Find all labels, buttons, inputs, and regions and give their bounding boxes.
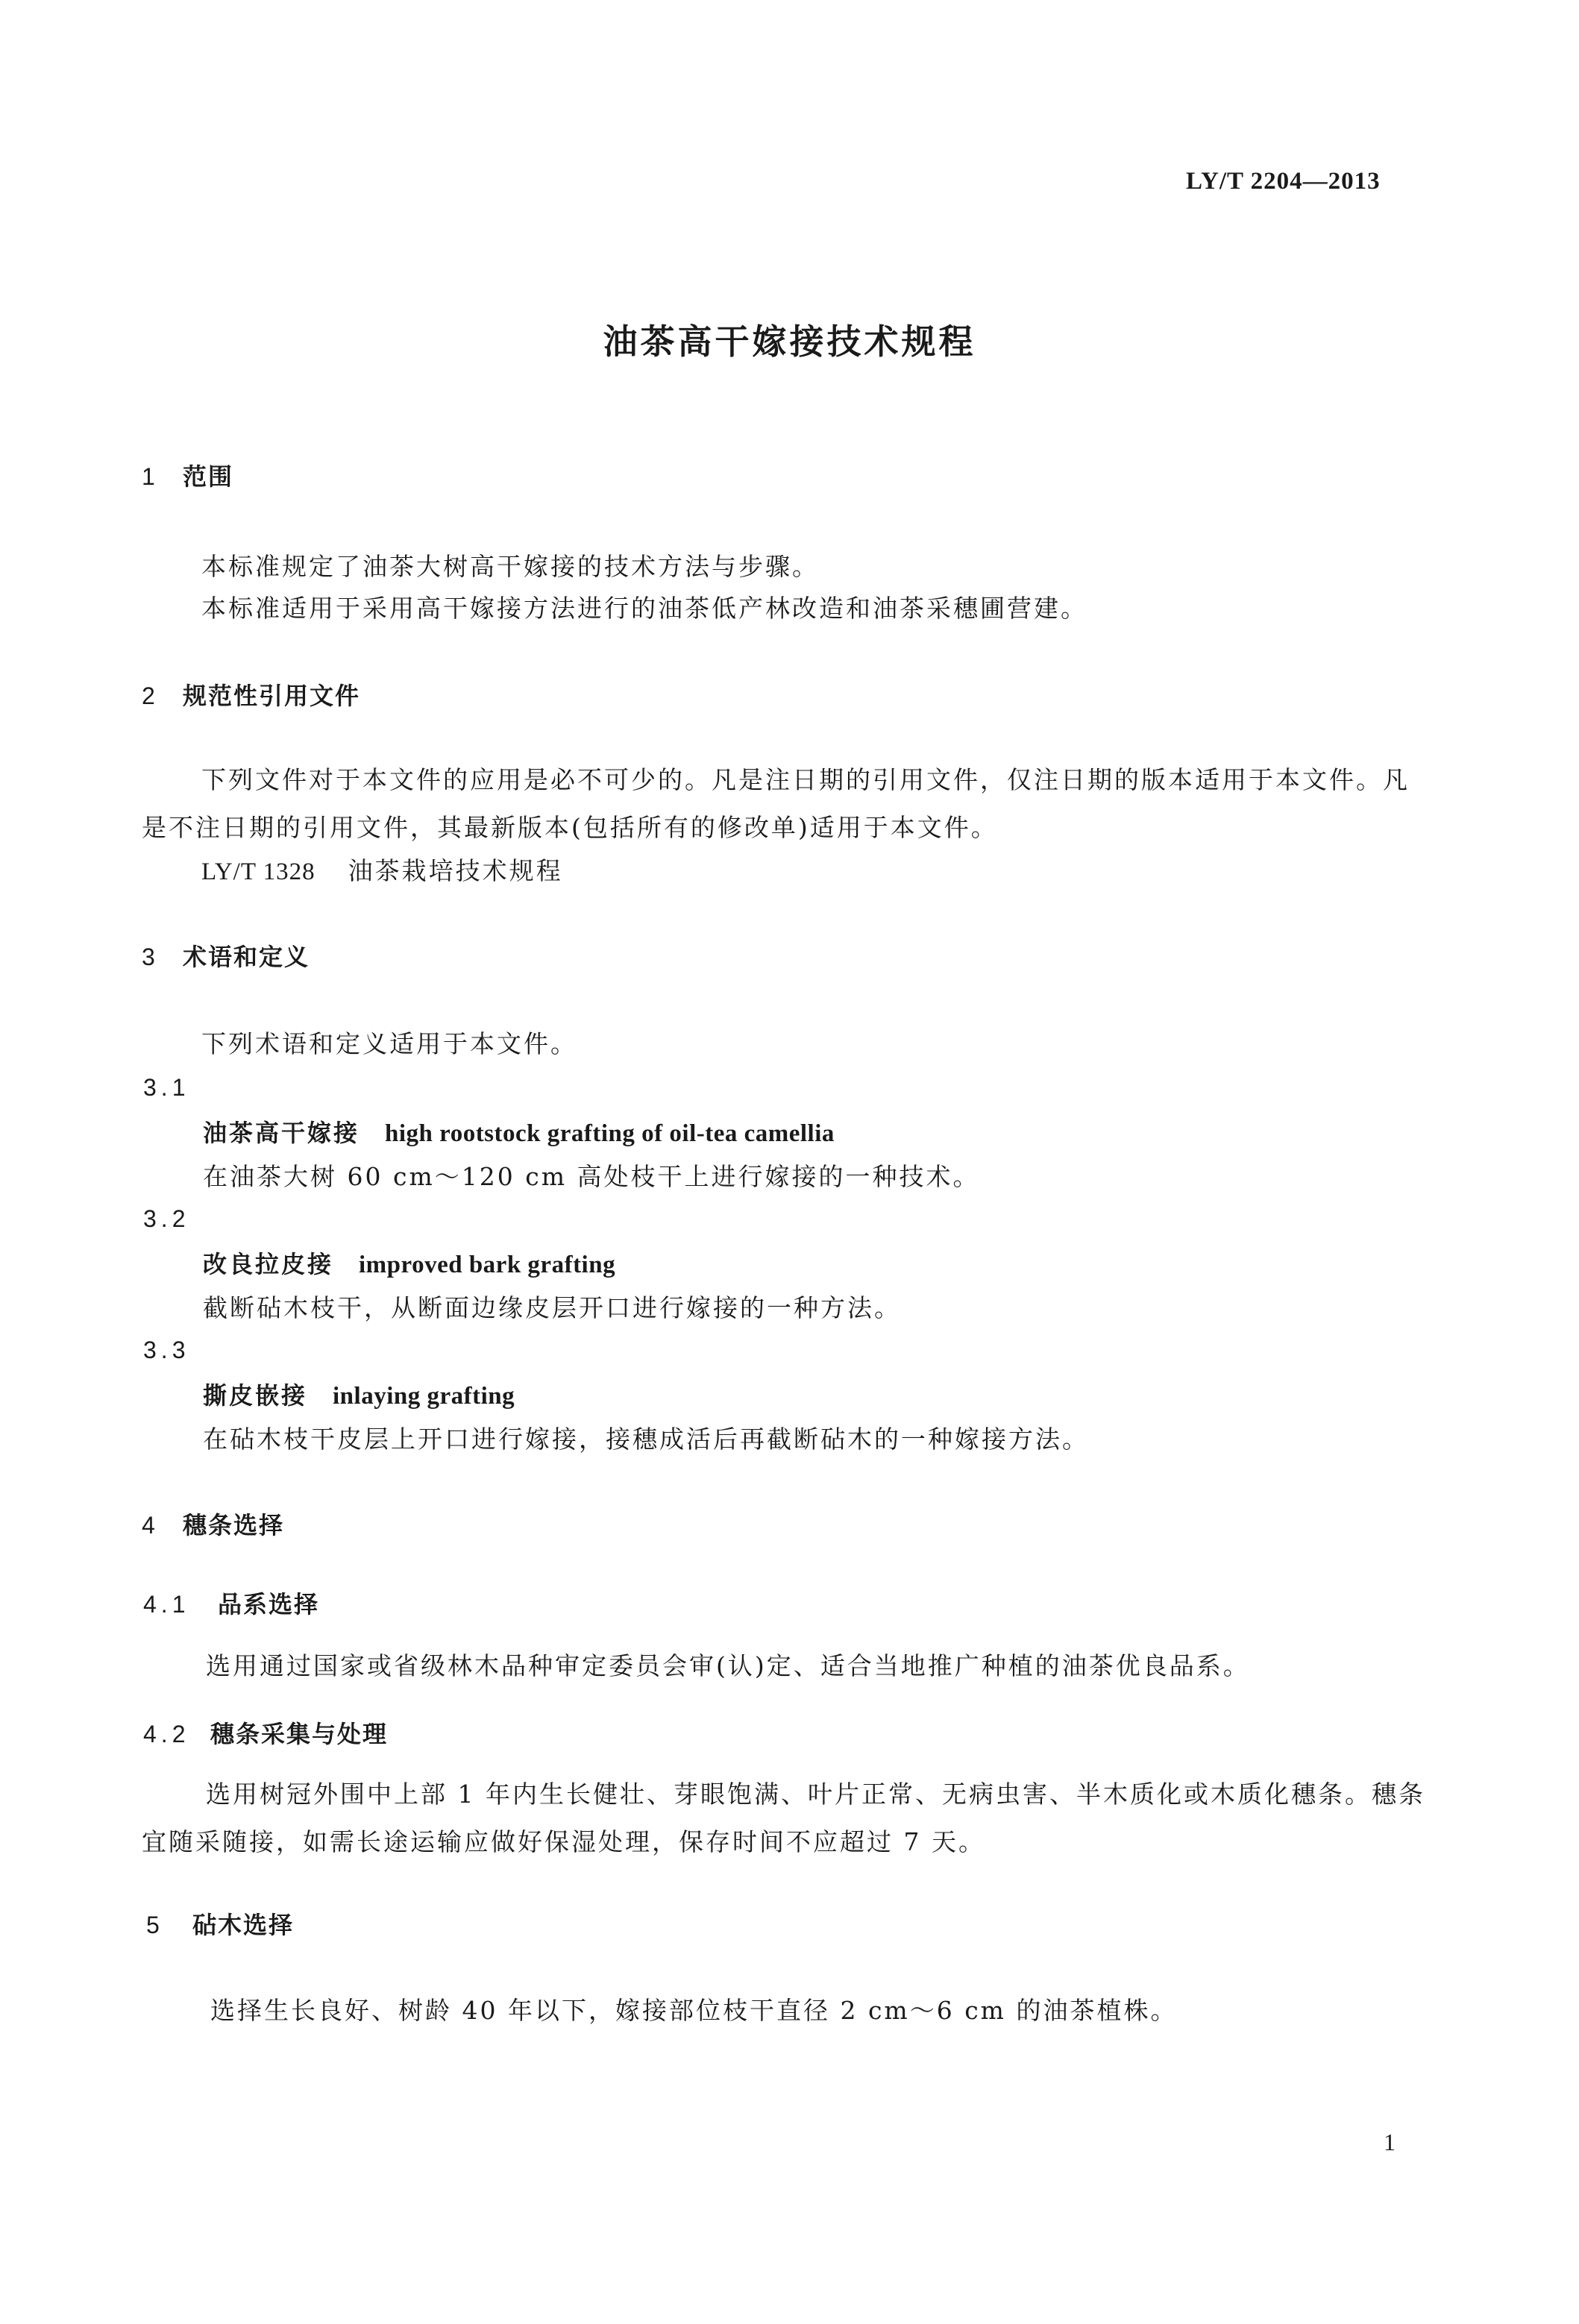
standard-code: LY/T 2204—2013 <box>1186 168 1381 195</box>
page-number: 1 <box>1384 2129 1396 2155</box>
term-number: 3.3 <box>143 1337 190 1363</box>
section-3-heading <box>142 938 310 973</box>
section-title: 规范性引用文件 <box>183 682 361 710</box>
section-number: 4 <box>142 1512 157 1539</box>
section-4-heading <box>142 1507 284 1541</box>
section-1-heading <box>142 458 233 492</box>
subsection-title: 品系选择 <box>218 1590 320 1618</box>
term-definition: 截断砧木枝干，从断面边缘皮层开口进行嫁接的一种方法。 <box>203 1293 901 1322</box>
section-number: 2 <box>142 682 157 709</box>
term-name-zh: 油茶高干嫁接 <box>203 1119 360 1147</box>
subsection-4-2-heading <box>143 1715 388 1750</box>
section-title: 穗条选择 <box>183 1511 285 1539</box>
normative-reference <box>201 852 563 887</box>
term-number: 3.1 <box>143 1074 190 1101</box>
section-5-heading <box>146 1906 294 1941</box>
term-entry <box>203 1246 615 1280</box>
section-number: 5 <box>146 1912 161 1938</box>
subsection-4-1-heading <box>143 1586 319 1620</box>
term-number: 3.2 <box>143 1205 190 1232</box>
paragraph: 选用通过国家或省级林木品种审定委员会审(认)定、适合当地推广种植的油茶优良品系。 <box>206 1651 1250 1680</box>
paragraph: 本标准规定了油茶大树高干嫁接的技术方法与步骤。 <box>201 552 819 581</box>
paragraph: 选用树冠外围中上部 1 年内生长健壮、芽眼饱满、叶片正常、无病虫害、半木质化或木质化穗条。穗条宜随采随接，如需长途运输应做好保湿处理，保存时间不应超过 7 天。 <box>142 1780 1425 1856</box>
subsection-title: 穗条采集与处理 <box>210 1720 389 1748</box>
subsection-number: 4.1 <box>143 1591 190 1618</box>
reference-title: 油茶栽培技术规程 <box>348 858 563 885</box>
term-name-zh: 改良拉皮接 <box>203 1250 334 1278</box>
paragraph: 下列文件对于本文件的应用是必不可少的。凡是注日期的引用文件，仅注日期的版本适用于本文件。凡是不注日期的引用文件，其最新版本(包括所有的修改单)适用于本文件。 <box>142 765 1410 842</box>
reference-code: LY/T 1328 <box>201 858 316 885</box>
section-2-heading <box>142 677 360 712</box>
subsection-number: 4.2 <box>143 1721 190 1747</box>
term-name-en: high rootstock grafting of oil-tea camellia <box>385 1120 835 1147</box>
section-title: 砧木选择 <box>192 1911 295 1939</box>
paragraph: 下列术语和定义适用于本文件。 <box>201 1029 577 1058</box>
term-name-zh: 撕皮嵌接 <box>203 1381 308 1410</box>
term-definition: 在砧木枝干皮层上开口进行嫁接，接穗成活后再截断砧木的一种嫁接方法。 <box>203 1425 1089 1454</box>
paragraph: 选择生长良好、树龄 40 年以下，嫁接部位枝干直径 2 cm～6 cm 的油茶植株。 <box>210 1996 1178 2025</box>
term-name-en: improved bark grafting <box>359 1251 616 1278</box>
section-title: 范围 <box>183 462 234 491</box>
term-definition: 在油茶大树 60 cm～120 cm 高处枝干上进行嫁接的一种技术。 <box>203 1162 980 1191</box>
section-title: 术语和定义 <box>183 943 310 971</box>
term-name-en: inlaying grafting <box>333 1383 515 1410</box>
paragraph: 本标准适用于采用高干嫁接方法进行的油茶低产林改造和油茶采穗圃营建。 <box>201 594 1087 623</box>
section-number: 3 <box>142 943 157 970</box>
document-title: 油茶高干嫁接技术规程 <box>603 321 976 362</box>
section-number: 1 <box>142 463 157 490</box>
term-entry <box>203 1377 515 1411</box>
term-entry <box>203 1114 835 1149</box>
